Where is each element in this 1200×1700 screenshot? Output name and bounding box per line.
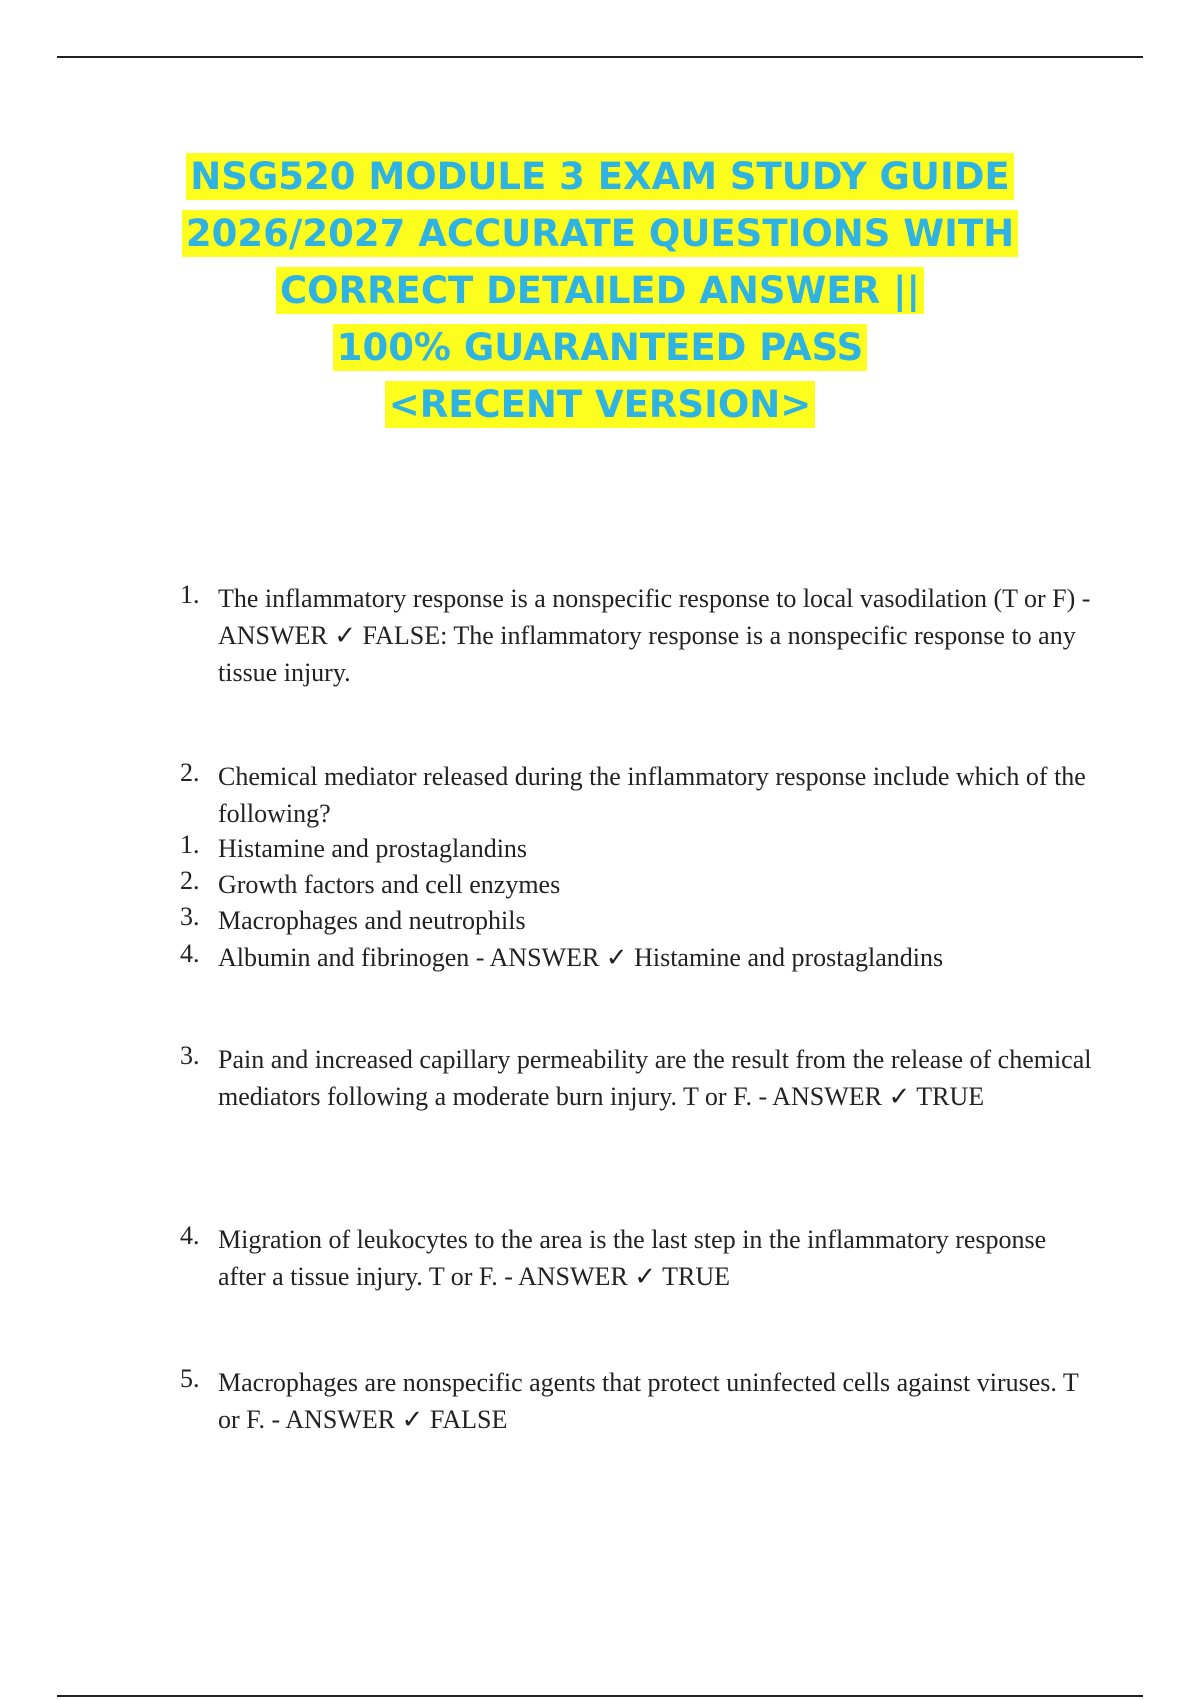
option-number: 1. (180, 830, 200, 859)
option-number: 2. (180, 866, 200, 895)
option-number: 3. (180, 902, 200, 931)
question-text: The inflammatory response is a nonspecific response to local vasodilation (T or F) - ANSWER ✓ FALSE: The inflammatory response is a nonspecific response to any tissue injury. (218, 584, 1091, 687)
title-line-4: 100% GUARANTEED PASS (0, 319, 1200, 376)
option-text: Macrophages and neutrophils (218, 906, 526, 935)
question-number: 3. (180, 1041, 200, 1070)
title-line-1: NSG520 MODULE 3 EXAM STUDY GUIDE (0, 148, 1200, 205)
title-line-5: <RECENT VERSION> (0, 376, 1200, 433)
document-title (0, 148, 1200, 433)
title-line-2: 2026/2027 ACCURATE QUESTIONS WITH (0, 205, 1200, 262)
question-number: 2. (180, 758, 200, 787)
question-text: Migration of leukocytes to the area is the last step in the inflammatory response after a tissue injury. T or F. - ANSWER ✓ TRUE (218, 1225, 1047, 1291)
question-text: Pain and increased capillary permeability are the result from the release of chemical mediators following a moderate burn injury. T or F. - ANSWER ✓ TRUE (218, 1045, 1092, 1111)
question-number: 1. (180, 580, 200, 609)
title-line-3: CORRECT DETAILED ANSWER || (0, 262, 1200, 319)
footer-rule (57, 1695, 1143, 1697)
option-text: Growth factors and cell enzymes (218, 870, 561, 899)
question-number: 5. (180, 1364, 200, 1393)
option-text: Albumin and fibrinogen - ANSWER ✓ Histamine and prostaglandins (218, 943, 944, 972)
option-text: Histamine and prostaglandins (218, 834, 528, 863)
question-text: Chemical mediator released during the inflammatory response include which of the following? (218, 762, 1086, 828)
header-rule (57, 56, 1143, 58)
option-number: 4. (180, 939, 200, 968)
question-text: Macrophages are nonspecific agents that protect uninfected cells against viruses. T or F. - ANSWER ✓ FALSE (218, 1368, 1079, 1434)
question-number: 4. (180, 1221, 200, 1250)
